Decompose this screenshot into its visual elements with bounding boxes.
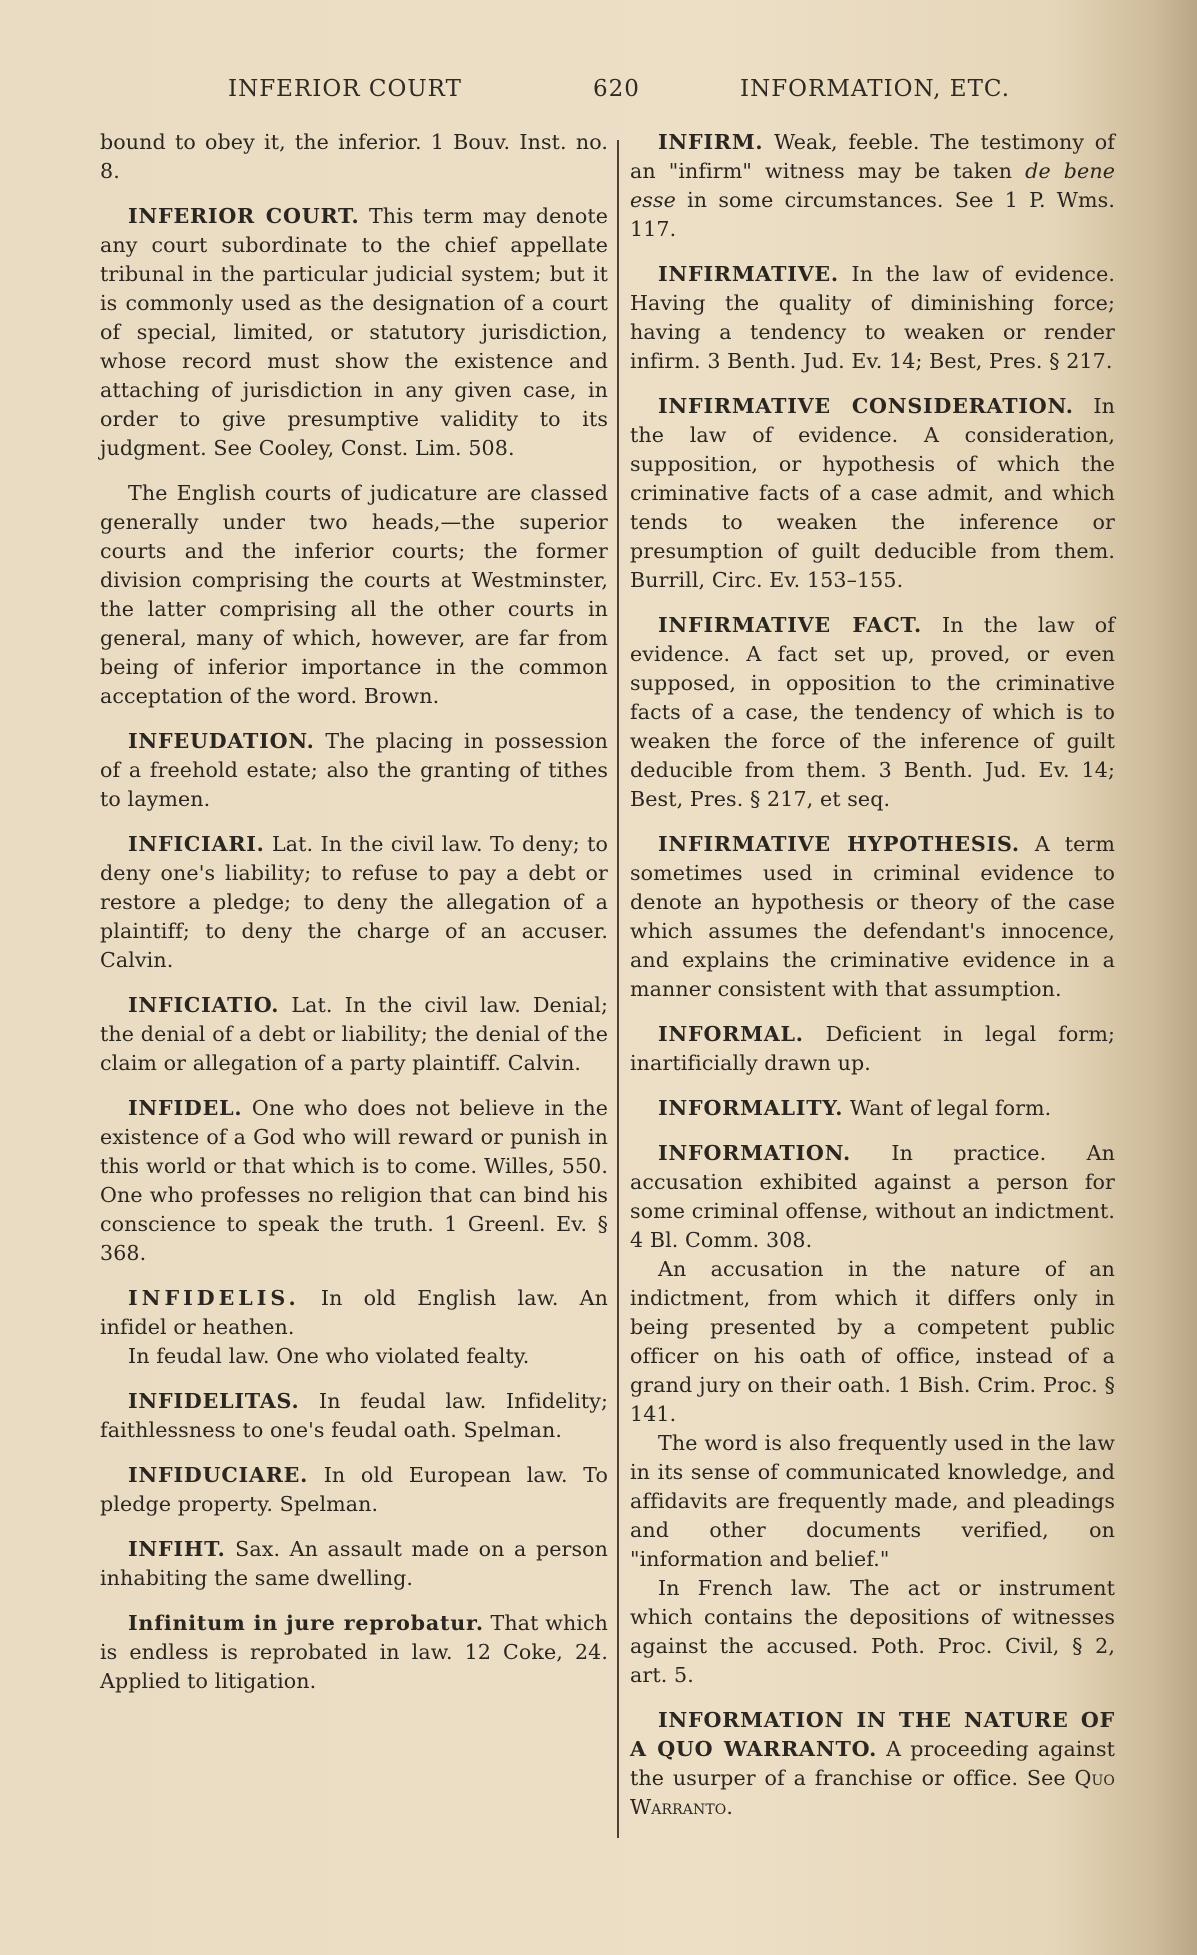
headword: INFORMATION IN THE NATURE OF A QUO WARRANTO. xyxy=(630,1708,1115,1761)
definition: A term sometimes used in criminal evidence to denote an hypothesis or theory of the case which assumes the defendant's innocence, and explains the criminative evidence in a manner consistent with that assumption. xyxy=(630,832,1115,1001)
entry-maxim-infinitum xyxy=(100,1609,608,1696)
definition: This term may denote any court subordinate to the chief appellate tribunal in the particular judicial system; but it is commonly used as the designation of a court of special, limited, or statutory jurisdiction, whose record must show the existence and attaching of jurisdiction in any given case, in order to give presumptive validity to its judgment. See Cooley, Const. Lim. 508. xyxy=(100,204,608,460)
headword: INFIRMATIVE HYPOTHESIS. xyxy=(658,832,1020,856)
headword: INFICIARI. xyxy=(128,832,265,856)
definition: A proceeding against the usurper of a franchise or office. See xyxy=(630,1737,1116,1790)
page-number: 620 xyxy=(593,76,640,102)
latin-phrase: de bene esse xyxy=(630,159,1115,212)
headword: INFORMAL. xyxy=(658,1022,804,1046)
definition: Lat. In the civil law. Denial; the denial of a debt or liability; the denial of the claim or allegation of a party plaintiff. Calvin. xyxy=(100,993,608,1075)
definition: Lat. In the civil law. To deny; to deny one's liability; to refuse to pay a debt or restore a pledge; to deny the allegation of a plaintiff; to deny the charge of an accuser. Calvin. xyxy=(100,832,608,972)
definition: In old English law. An infidel or heathen. xyxy=(100,1286,608,1339)
entry-informality xyxy=(630,1094,1115,1123)
headword: INFIRMATIVE. xyxy=(658,262,839,286)
headword: INFIDELIS. xyxy=(128,1286,300,1310)
entry-inficiari xyxy=(100,830,608,975)
definition: in some circumstances. See 1 P. Wms. 117. xyxy=(630,188,1115,241)
headword: INFIHT. xyxy=(128,1537,226,1561)
continued-entry: bound to obey it, the inferior. 1 Bouv. Inst. no. 8. xyxy=(100,130,608,183)
entry-informal xyxy=(630,1020,1115,1078)
headword: INFIRM. xyxy=(658,130,764,154)
headword: INFORMALITY. xyxy=(658,1096,844,1120)
column-divider xyxy=(617,140,619,1838)
definition: That which is endless is reprobated in law. 12 Coke, 24. Applied to litigation. xyxy=(100,1611,608,1693)
definition: In the law of evidence. A consideration, supposition, or hypothesis of which the criminative facts of a case admit, and which tends to weaken the inference or presumption of guilt deducible from them. Burrill, Circ. Ev. 153–155. xyxy=(630,394,1115,592)
entry-paragraph: In French law. The act or instrument which contains the depositions of witnesses against the accused. Poth. Proc. Civil, § 2, art. 5. xyxy=(630,1576,1115,1687)
definition: The placing in possession of a freehold estate; also the granting of tithes to laymen. xyxy=(100,729,608,811)
entry-inferior-court xyxy=(100,202,608,463)
entry-infirmative-consideration xyxy=(630,392,1115,595)
running-header xyxy=(0,76,1197,106)
cross-reference: Quo Warranto xyxy=(630,1766,1115,1819)
definition: In practice. An accusation exhibited against a person for some criminal offense, without an indictment. 4 Bl. Comm. 308. xyxy=(630,1141,1115,1252)
definition: Sax. An assault made on a person inhabiting the same dwelling. xyxy=(100,1537,608,1590)
right-column xyxy=(630,128,1115,1838)
headword: INFIRMATIVE CONSIDERATION. xyxy=(658,394,1074,418)
definition: Want of legal form. xyxy=(843,1096,1052,1120)
headword: INFERIOR COURT. xyxy=(128,204,360,228)
headword: INFEUDATION. xyxy=(128,729,315,753)
definition: One who does not believe in the existence of a God who will reward or punish in this world or that which is to come. Willes, 550. One who professes no religion that can bind his conscience to speak the truth. 1 Greenl. Ev. § 368. xyxy=(100,1096,608,1265)
left-column xyxy=(100,128,608,1712)
entry-infidelitas xyxy=(100,1387,608,1445)
headword: INFIDEL. xyxy=(128,1096,243,1120)
entry-infiht xyxy=(100,1535,608,1593)
headword: INFIRMATIVE FACT. xyxy=(658,613,922,637)
headword: INFORMATION. xyxy=(658,1141,851,1165)
entry-infirm xyxy=(630,128,1115,244)
headword: INFIDUCIARE. xyxy=(128,1463,309,1487)
definition: Weak, feeble. The testimony of an "infirm" witness may be taken xyxy=(630,130,1115,183)
entry-paragraph: The English courts of judicature are classed generally under two heads,—the superior courts and the inferior courts; the former division comprising the courts at Westminster, the latter comprising all the other courts in general, many of which, however, are far from being of inferior importance in the common acceptation of the word. Brown. xyxy=(100,481,608,708)
definition: In old European law. To pledge property. Spelman. xyxy=(100,1463,608,1516)
header-left: INFERIOR COURT xyxy=(228,76,462,102)
definition: . xyxy=(726,1795,733,1819)
entry-infidelis xyxy=(100,1284,608,1342)
header-right: INFORMATION, ETC. xyxy=(740,76,1011,102)
entry-infirmative-fact xyxy=(630,611,1115,814)
entry-paragraph: An accusation in the nature of an indictment, from which it differs only in being presented by a competent public officer on his oath of office, instead of a grand jury on their oath. 1 Bish. Crim. Proc. § 141. xyxy=(630,1257,1115,1426)
definition: In feudal law. Infidelity; faithlessness to one's feudal oath. Spelman. xyxy=(100,1389,608,1442)
headword: Infinitum in jure reprobatur. xyxy=(128,1611,484,1635)
entry-paragraph: The word is also frequently used in the law in its sense of communicated knowledge, and affidavits are frequently made, and pleadings and other documents verified, on "information and belief." xyxy=(630,1431,1115,1571)
entry-paragraph: In feudal law. One who violated fealty. xyxy=(128,1344,530,1368)
definition: Deficient in legal form; inartificially drawn up. xyxy=(630,1022,1115,1075)
entry-infeudation xyxy=(100,727,608,814)
entry-infirmative xyxy=(630,260,1115,376)
headword: INFICIATIO. xyxy=(128,993,280,1017)
entry-information-quo-warranto xyxy=(630,1706,1115,1822)
entry-inficiatio xyxy=(100,991,608,1078)
definition: In the law of evidence. Having the quality of diminishing force; having a tendency to weaken or render infirm. 3 Benth. Jud. Ev. 14; Best, Pres. § 217. xyxy=(630,262,1115,373)
headword: INFIDELITAS. xyxy=(128,1389,300,1413)
definition: In the law of evidence. A fact set up, proved, or even supposed, in opposition to the criminative facts of a case, the tendency of which is to weaken the force of the inference of guilt deducible from them. 3 Benth. Jud. Ev. 14; Best, Pres. § 217, et seq. xyxy=(630,613,1115,811)
entry-infidel xyxy=(100,1094,608,1268)
entry-infiduciare xyxy=(100,1461,608,1519)
entry-information xyxy=(630,1139,1115,1255)
entry-infirmative-hypothesis xyxy=(630,830,1115,1004)
